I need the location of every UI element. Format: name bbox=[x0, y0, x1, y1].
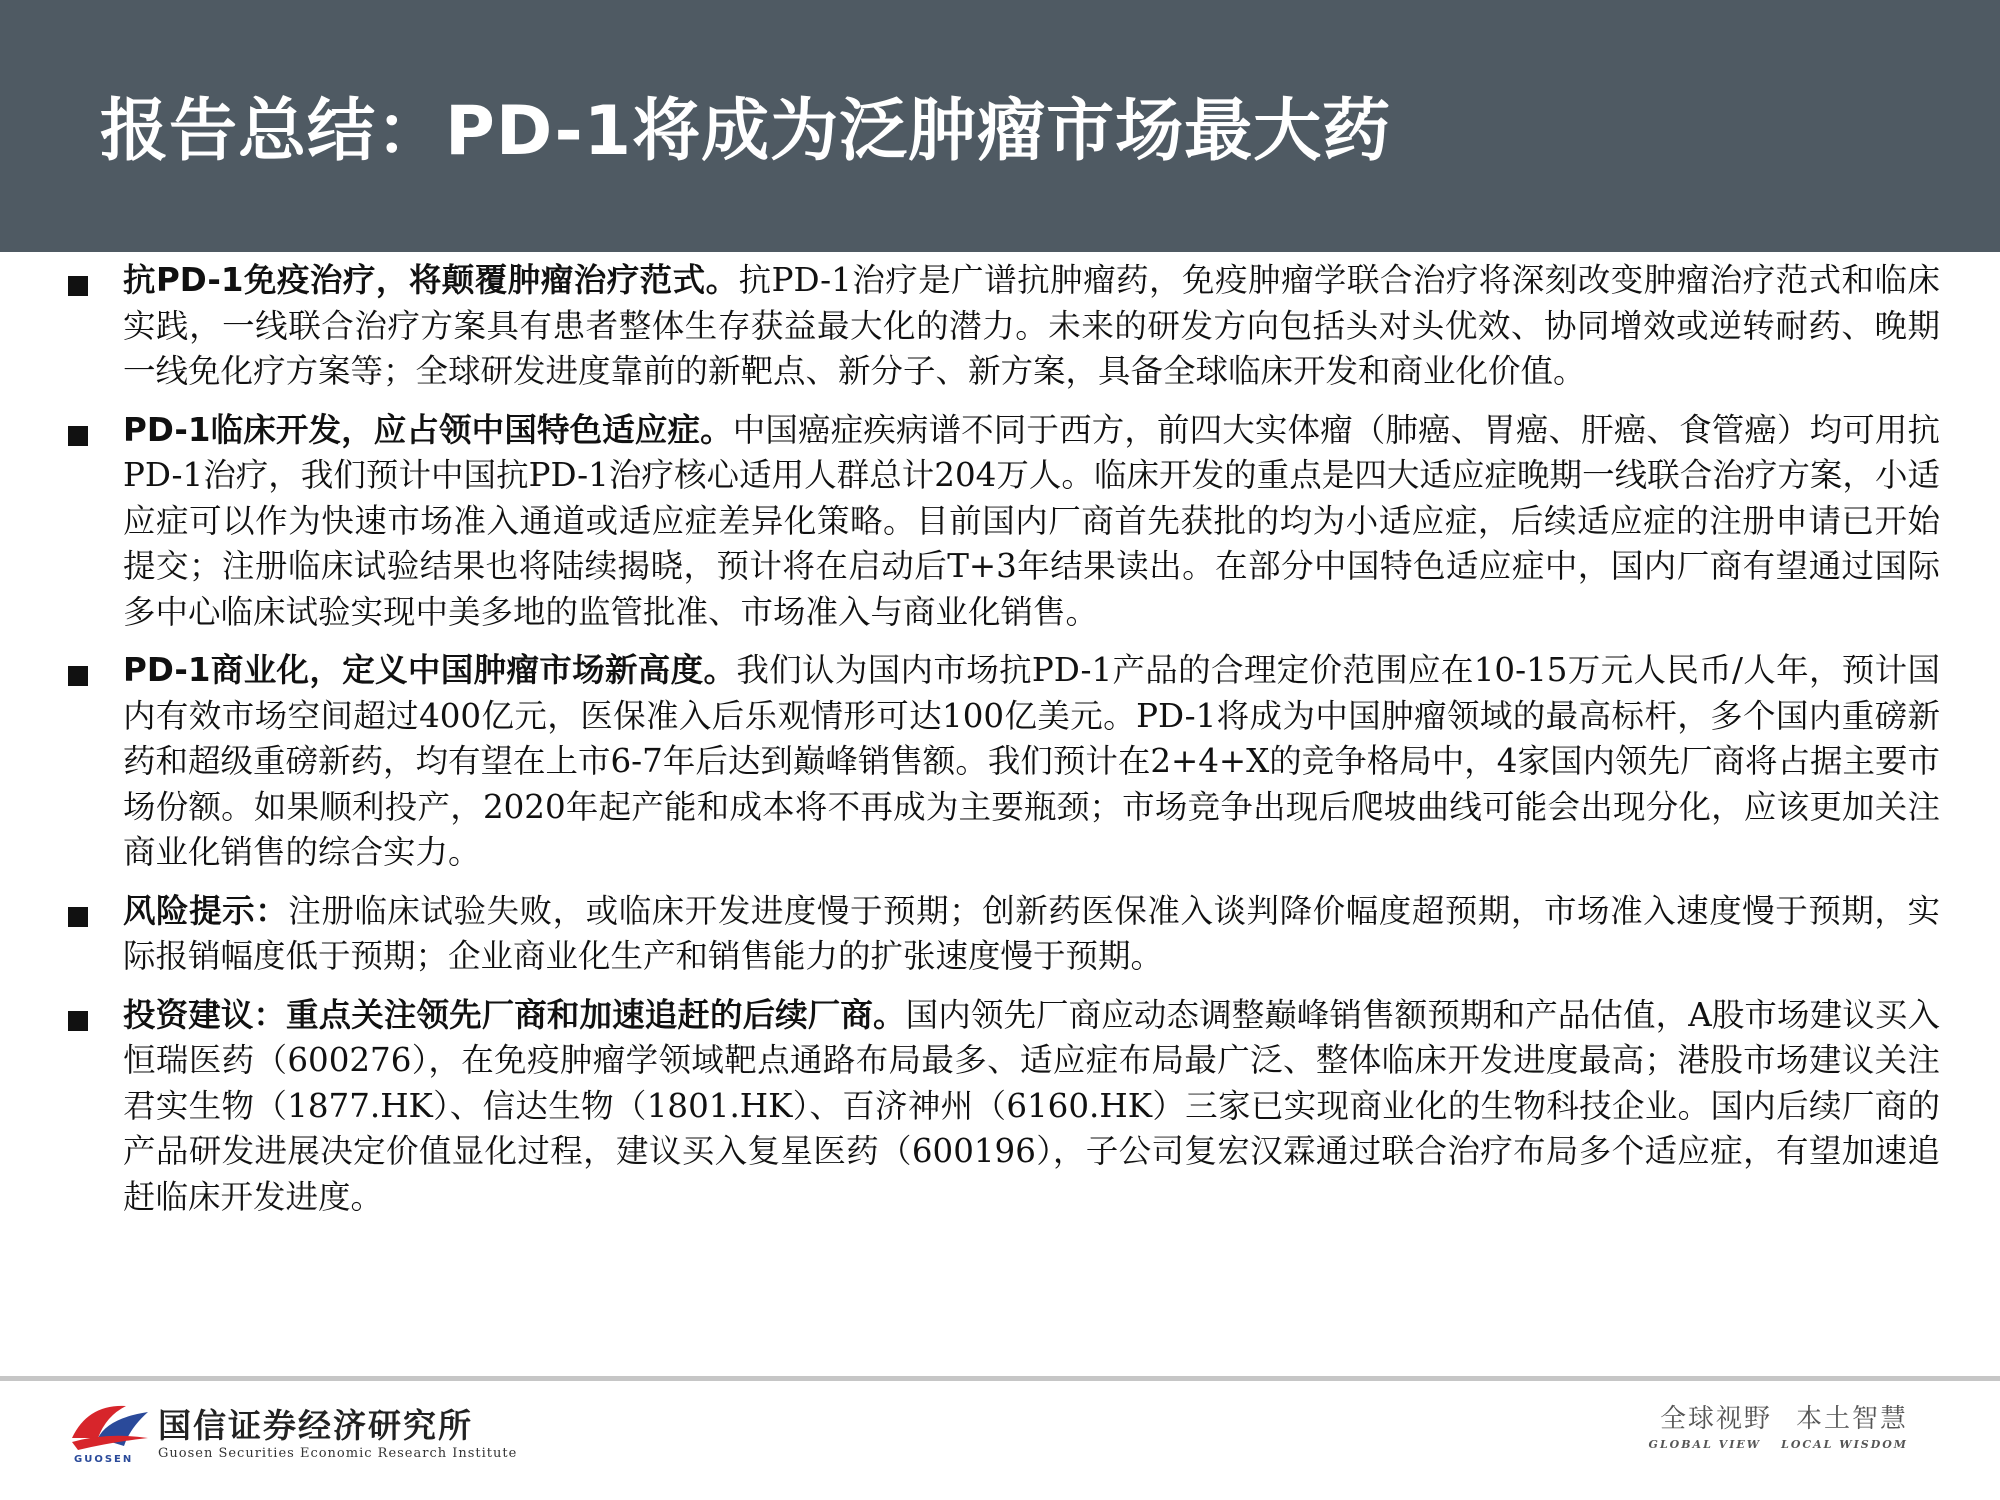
bullet-item bbox=[60, 408, 1940, 636]
slogan-part: 本土智慧 bbox=[1795, 1404, 1908, 1434]
bullet-paragraph bbox=[123, 408, 1940, 636]
bullet-body: 我们认为国内市场抗PD-1产品的合理定价范围应在10-15万元人民币/人年，预计国内有效市场空间超过400亿元，医保准入后乐观情形可达100亿美元。PD-1将成为中国肿瘤领域的最高标杆，多个国内重磅新药和超级重磅新药，均有望在上市6-7年后达到巅峰销售额。我们预计在2+4+X的竞争格局中，4家国内领先厂商将占据主要市场份额。如果顺利投产，2020年起产能和成本将不再成为主要瓶颈；市场竞争出现后爬坡曲线可能会出现分化，应该更加关注商业化销售的综合实力。 bbox=[123, 651, 1940, 871]
organization-name: 国信证券经济研究所 bbox=[158, 1406, 473, 1445]
bullet-item bbox=[60, 889, 1940, 980]
bullet-item bbox=[60, 258, 1940, 395]
bullet-lead: PD-1商业化，定义中国肿瘤市场新高度。 bbox=[123, 651, 737, 689]
square-bullet-icon bbox=[68, 276, 88, 296]
slogan-en-part: LOCAL WISDOM bbox=[1781, 1438, 1908, 1451]
square-bullet-icon bbox=[68, 666, 88, 686]
bullet-body: 中国癌症疾病谱不同于西方，前四大实体瘤（肺癌、胃癌、肝癌、食管癌）均可用抗PD-1治疗，我们预计中国抗PD-1治疗核心适用人群总计204万人。临床开发的重点是四大适应症晚期一线联合治疗方案，小适应症可以作为快速市场准入通道或适应症差异化策略。目前国内厂商首先获批的均为小适应症，后续适应症的注册申请已开始提交；注册临床试验结果也将陆续揭晓，预计将在启动后T+3年结果读出。在部分中国特色适应症中，国内厂商有望通过国际多中心临床试验实现中美多地的监管批准、市场准入与商业化销售。 bbox=[123, 410, 1940, 631]
bullet-paragraph bbox=[123, 258, 1940, 395]
bullet-lead: 投资建议：重点关注领先厂商和加速追赶的后续厂商。 bbox=[123, 995, 906, 1034]
bullet-paragraph bbox=[123, 993, 1940, 1221]
guosen-logo-icon bbox=[68, 1398, 152, 1454]
slogan-en-part: GLOBAL VIEW bbox=[1648, 1438, 1762, 1451]
bullet-body: 注册临床试验失败，或临床开发进度慢于预期；创新药医保准入谈判降价幅度超预期，市场准入速度慢于预期，实际报销幅度低于预期；企业商业化生产和销售能力的扩张速度慢于预期。 bbox=[123, 891, 1940, 975]
slogan bbox=[1660, 1398, 1908, 1435]
square-bullet-icon bbox=[68, 907, 88, 927]
summary-content bbox=[60, 258, 1940, 1233]
bullet-lead: 抗PD-1免疫治疗，将颠覆肿瘤治疗范式。 bbox=[123, 261, 739, 299]
logo-wordmark: GUOSEN bbox=[74, 1454, 134, 1465]
square-bullet-icon bbox=[68, 426, 88, 446]
bullet-body: 抗PD-1治疗是广谱抗肿瘤药，免疫肿瘤学联合治疗将深刻改变肿瘤治疗范式和临床实践，一线联合治疗方案具有患者整体生存获益最大化的潜力。未来的研发方向包括头对头优效、协同增效或逆转耐药、晚期一线免化疗方案等；全球研发进度靠前的新靶点、新分子、新方案，具备全球临床开发和商业化价值。 bbox=[123, 261, 1940, 390]
slogan-part: 全球视野 bbox=[1659, 1404, 1772, 1434]
title-bar bbox=[0, 0, 2000, 252]
bullet-paragraph bbox=[123, 648, 1940, 876]
footer-divider bbox=[0, 1376, 2000, 1381]
bullet-item bbox=[60, 993, 1940, 1221]
organization-name-en: Guosen Securities Economic Research Institute bbox=[158, 1446, 518, 1461]
bullet-body: 国内领先厂商应动态调整巅峰销售额预期和产品估值，A股市场建议买入恒瑞医药（600276），在免疫肿瘤学领域靶点通路布局最多、适应症布局最广泛、整体临床开发进度最高；港股市场建议关注君实生物（1877.HK）、信达生物（1801.HK）、百济神州（6160.HK）三家已实现商业化的生物科技企业。国内后续厂商的产品研发进展决定价值显化过程，建议买入复星医药（600196），子公司复宏汉霖通过联合治疗布局多个适应症，有望加速追赶临床开发进度。 bbox=[123, 995, 1940, 1216]
bullet-paragraph bbox=[123, 889, 1940, 980]
bullet-lead: PD-1临床开发，应占领中国特色适应症。 bbox=[123, 410, 733, 449]
bullet-item bbox=[60, 648, 1940, 876]
square-bullet-icon bbox=[68, 1011, 88, 1031]
slogan-en bbox=[1649, 1438, 1908, 1451]
bullet-lead: 风险提示： bbox=[123, 891, 289, 930]
page-title: 报告总结：PD-1将成为泛肿瘤市场最大药 bbox=[100, 92, 1392, 171]
guosen-logo bbox=[68, 1398, 158, 1470]
